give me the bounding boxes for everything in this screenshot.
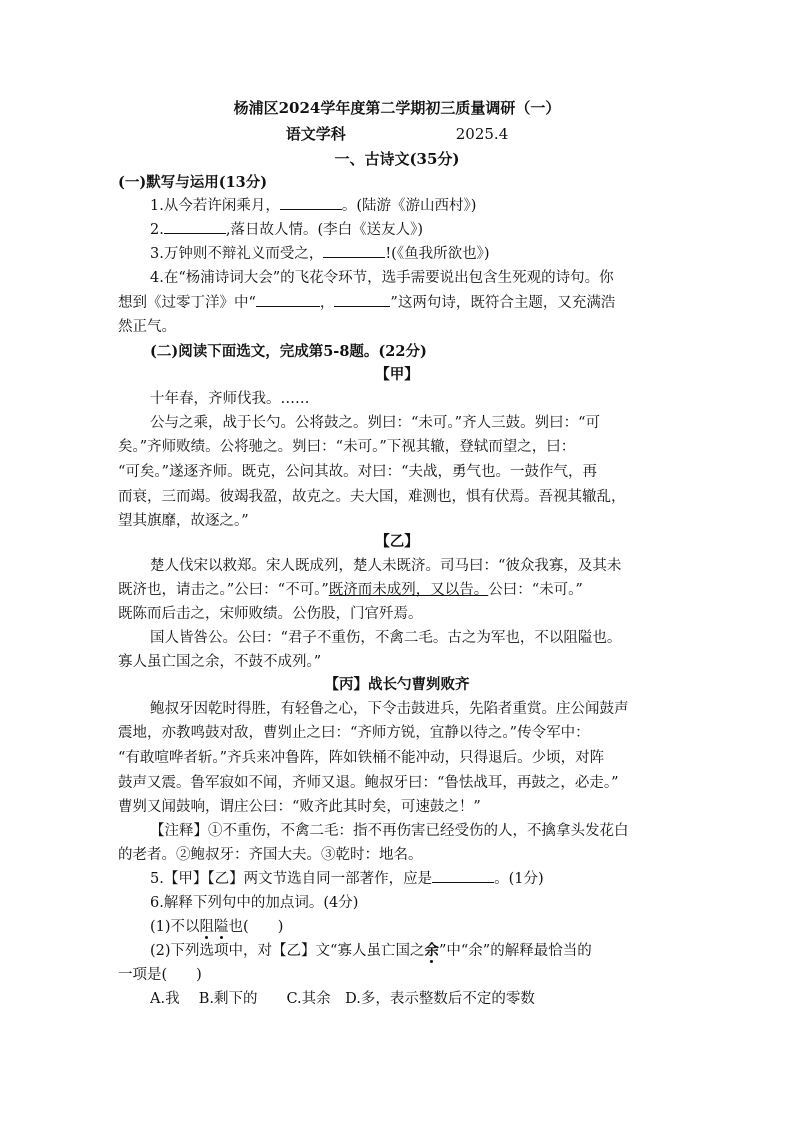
passage-bing-label: 【丙】战长勺曹刿败齐 — [324, 676, 470, 693]
question-6: 6.解释下列句中的加点词。(4分) — [150, 895, 359, 911]
q1-blank[interactable] — [280, 195, 342, 210]
subject-name: 语文学科 — [285, 125, 346, 143]
subject-line — [0, 123, 794, 145]
q4-text-start: 想到《过零丁洋》中“ — [118, 295, 256, 311]
yi-text-start: 既济也，请击之。”公曰：“不可。” — [118, 582, 329, 598]
question-4-line1: 4.在“杨浦诗词大会”的飞花令环节，选手需要说出包含生死观的诗句。你 — [150, 270, 614, 286]
yi-para2-line1: 国人皆咎公。公曰：“君子不重伤，不禽二毛。古之为军也，不以阻隘也。 — [150, 630, 622, 646]
jia-para2-line5: 望其旗靡，故逐之。” — [118, 513, 249, 529]
q5-text-end: 。(1分) — [494, 871, 544, 887]
q6-2-text-end: ”中“余”的解释最恰当的 — [438, 943, 592, 959]
bing-line3: “有敢喧哗者斩。”齐兵来冲鲁阵，阵如铁桶不能冲动，只得退后。少顷，对阵 — [118, 750, 605, 766]
question-4-line2 — [118, 292, 615, 314]
yi-underlined-sentence: 既济而未成列，又以告。 — [328, 582, 489, 598]
notes-line2: 的老者。②鲍叔牙：齐国大夫。③乾时：地名。 — [118, 847, 423, 863]
q6-1-text-start: (1)不以 — [150, 919, 200, 935]
q1-text-start: 1.从今若许闲乘月， — [150, 198, 280, 214]
part1-heading: (一)默写与运用(13分) — [118, 174, 268, 191]
yi-para1-line2 — [118, 579, 583, 601]
q6-1-dotted-char-1: 阻 — [199, 919, 215, 935]
q3-blank[interactable] — [323, 243, 385, 258]
q4-blank-1[interactable] — [256, 292, 320, 307]
q4-comma: ， — [319, 295, 335, 311]
q2-text-end: ,落日故人情。(李白《送友人》) — [225, 222, 424, 238]
bing-line4: 鼓声又震。鲁军寂如不闻，齐师又退。鲍叔牙曰：“鲁怯战耳，再鼓之，必走。” — [118, 775, 619, 791]
q5-text-start: 5.【甲】【乙】两文节选自同一部著作，应是 — [150, 871, 433, 887]
jia-para2-line1: 公与之乘，战于长勺。公将鼓之。刿曰：“未可。”齐人三鼓。刿曰：“可 — [150, 415, 600, 431]
exam-title: 杨浦区2024学年度第二学期初三质量调研（一） — [233, 99, 561, 117]
question-3 — [150, 243, 489, 265]
q6-2-dotted-char: 余 — [424, 942, 439, 959]
q6-1-dotted-char-2: 隘 — [214, 919, 229, 935]
q3-text-end: !(《鱼我所欲也》) — [385, 246, 490, 262]
bing-line2: 震地，亦教鸣鼓对敌，曹刿止之曰：“齐师方锐，宜静以待之。”传令军中： — [118, 725, 590, 741]
part2-heading: (二)阅读下面选文，完成第5-8题。(22分) — [150, 343, 427, 360]
q4-text-end: ”这两句诗，既符合主题，又充满浩 — [390, 295, 616, 311]
jia-para1: 十年春，齐师伐我。…… — [150, 391, 310, 407]
question-5 — [150, 868, 544, 890]
q2-blank[interactable] — [164, 219, 226, 234]
jia-para2-line3: “可矣。”遂逐齐师。既克，公问其故。对曰：“夫战，勇气也。一鼓作气，再 — [118, 464, 597, 480]
passage-jia-label: 【甲】 — [375, 366, 419, 383]
q6-2-text-start: (2)下列选项中，对【乙】文“寡人虽亡国之 — [150, 943, 425, 959]
yi-para1-line1: 楚人伐宋以救郑。宋人既成列，楚人未既济。司马曰：“彼众我寡，及其未 — [150, 558, 622, 574]
question-6-2-options: A.我 B.剩下的 C.其余 D.多，表示整数后不定的零数 — [150, 991, 535, 1007]
question-1 — [150, 195, 476, 217]
passage-yi-label: 【乙】 — [375, 533, 419, 550]
question-4-line3: 然正气。 — [118, 319, 176, 335]
question-6-2-line2[interactable]: 一项是( ) — [118, 967, 202, 983]
question-2 — [150, 219, 423, 241]
q6-1-answer-bracket[interactable]: 也( ) — [228, 919, 284, 935]
yi-para2-line2: 寡人虽亡国之余，不鼓不成列。” — [118, 654, 322, 670]
q1-text-end: 。(陆游《游山西村》) — [341, 198, 477, 214]
jia-para2-line4: 而衰，三而竭。彼竭我盈，故克之。夫大国，难测也，惧有伏焉。吾视其辙乱， — [118, 489, 626, 505]
q3-text-start: 3.万钟则不辩礼义而受之， — [150, 246, 324, 262]
section-title: 一、古诗文(35分) — [334, 150, 460, 168]
notes-line1: 【注释】①不重伤，不禽二毛：指不再伤害已经受伤的人，不擒拿头发花白 — [150, 823, 629, 839]
bing-line5: 曹刿又闻鼓响，谓庄公曰：“败齐此其时矣，可速鼓之！” — [118, 799, 481, 815]
question-6-2-line1 — [150, 940, 592, 962]
bing-line1: 鲍叔牙因乾时得胜，有轻鲁之心，下令击鼓进兵，先陷者重赏。庄公闻鼓声 — [150, 701, 629, 717]
yi-text-end: 公曰：“未可。” — [488, 582, 583, 598]
q4-blank-2[interactable] — [334, 292, 390, 307]
jia-para2-line2: 矣。”齐师败绩。公将驰之。刿曰：“未可。”下视其辙，登轼而望之，曰： — [118, 439, 576, 455]
question-6-1 — [150, 916, 283, 938]
q5-blank[interactable] — [432, 868, 494, 883]
q2-number: 2. — [150, 222, 164, 238]
yi-para1-line3: 既陈而后击之，宋师败绩。公伤股，门官歼焉。 — [118, 606, 423, 622]
exam-date: 2025.4 — [455, 125, 509, 143]
